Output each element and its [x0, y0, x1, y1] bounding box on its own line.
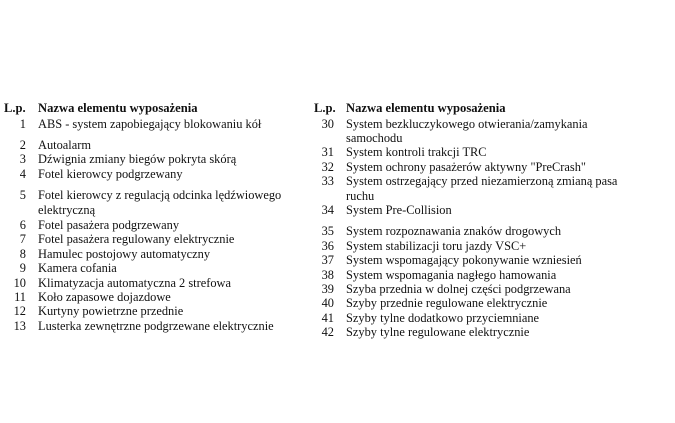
item-name: Szyby tylne dodatkowo przyciemniane	[346, 310, 540, 325]
item-number: 40	[321, 296, 334, 311]
item-name: System wspomagający pokonywanie wzniesień	[346, 253, 582, 268]
item-name: System Pre-Collision	[346, 202, 452, 217]
item-number: 35	[321, 224, 334, 239]
list-item	[4, 247, 304, 261]
list-item	[314, 253, 620, 267]
item-name: Autoalarm	[38, 137, 91, 152]
item-number: 7	[19, 232, 26, 247]
item-name: Fotel kierowcy z regulacją odcinka lędźwiowego elektryczną	[38, 188, 282, 217]
list-item	[4, 232, 304, 246]
item-number: 3	[19, 152, 26, 167]
list-item	[314, 296, 620, 310]
list-item	[4, 117, 304, 131]
item-name: Hamulec postojowy automatyczny	[38, 246, 211, 261]
list-item	[4, 304, 304, 318]
list-item	[314, 311, 620, 325]
item-number: 2	[19, 137, 26, 152]
list-item	[314, 160, 620, 174]
list-item	[4, 319, 304, 333]
item-name: Kamera cofania	[38, 261, 117, 276]
item-name: Szyby przednie regulowane elektrycznie	[346, 296, 548, 311]
list-item	[4, 152, 304, 166]
list-item	[314, 145, 620, 159]
item-name: System ostrzegający przed niezamierzoną zmianą pasa ruchu	[346, 174, 618, 203]
list-item	[4, 188, 304, 217]
header-name: Nazwa elementu wyposażenia	[38, 101, 198, 115]
item-number: 41	[321, 310, 334, 325]
item-number: 34	[321, 202, 334, 217]
item-number: 4	[19, 166, 26, 181]
item-number: 12	[13, 304, 26, 319]
item-name: Szyba przednia w dolnej części podgrzewana	[346, 281, 571, 296]
item-number: 9	[19, 261, 26, 276]
list-item	[4, 218, 304, 232]
header-name: Nazwa elementu wyposażenia	[346, 101, 506, 115]
list-item	[4, 261, 304, 275]
item-number: 13	[13, 318, 26, 333]
item-number: 10	[13, 275, 26, 290]
item-name: Fotel pasażera podgrzewany	[38, 217, 180, 232]
item-number: 33	[321, 174, 334, 189]
item-name: Fotel pasażera regulowany elektrycznie	[38, 232, 235, 247]
header-lp: L.p.	[4, 101, 26, 115]
list-item	[314, 282, 620, 296]
item-number: 31	[321, 145, 334, 160]
item-name: System bezkluczykowego otwierania/zamykania samochodu	[346, 116, 588, 145]
item-number: 11	[14, 289, 26, 304]
item-name: System kontroli trakcji TRC	[346, 145, 487, 160]
item-number: 38	[321, 267, 334, 282]
list-item	[314, 174, 620, 203]
header-lp: L.p.	[314, 101, 336, 115]
table-header	[314, 101, 620, 116]
item-name: System rozpoznawania znaków drogowych	[346, 224, 562, 239]
list-item	[4, 138, 304, 152]
item-number: 32	[321, 159, 334, 174]
item-name: Kurtyny powietrzne przednie	[38, 304, 184, 319]
equipment-table-right	[314, 101, 620, 340]
item-number: 37	[321, 253, 334, 268]
item-name: Fotel kierowcy podgrzewany	[38, 166, 183, 181]
item-name: System stabilizacji toru jazdy VSC+	[346, 238, 527, 253]
item-name: Klimatyzacja automatyczna 2 strefowa	[38, 275, 231, 290]
item-number: 6	[19, 217, 26, 232]
item-number: 42	[321, 325, 334, 340]
item-number: 36	[321, 238, 334, 253]
item-name: Dźwignia zmiany biegów pokryta skórą	[38, 152, 237, 167]
list-item	[314, 239, 620, 253]
item-name: Szyby tylne regulowane elektrycznie	[346, 325, 530, 340]
list-item	[314, 203, 620, 217]
item-name: System ochrony pasażerów aktywny "PreCrash"	[346, 159, 586, 174]
list-item	[4, 167, 304, 181]
item-number: 5	[19, 188, 26, 203]
list-item	[314, 224, 620, 238]
item-name: ABS - system zapobiegający blokowaniu kół	[38, 116, 262, 131]
item-name: Lusterka zewnętrzne podgrzewane elektrycznie	[38, 318, 274, 333]
list-item	[314, 325, 620, 339]
equipment-table-left	[4, 101, 304, 333]
list-item	[314, 117, 620, 146]
item-name: Koło zapasowe dojazdowe	[38, 289, 171, 304]
item-number: 30	[321, 116, 334, 131]
item-number: 39	[321, 281, 334, 296]
table-header	[4, 101, 304, 116]
list-item	[314, 268, 620, 282]
list-item	[4, 290, 304, 304]
list-item	[4, 276, 304, 290]
item-number: 1	[19, 116, 26, 131]
item-number: 8	[19, 246, 26, 261]
item-name: System wspomagania nagłego hamowania	[346, 267, 557, 282]
